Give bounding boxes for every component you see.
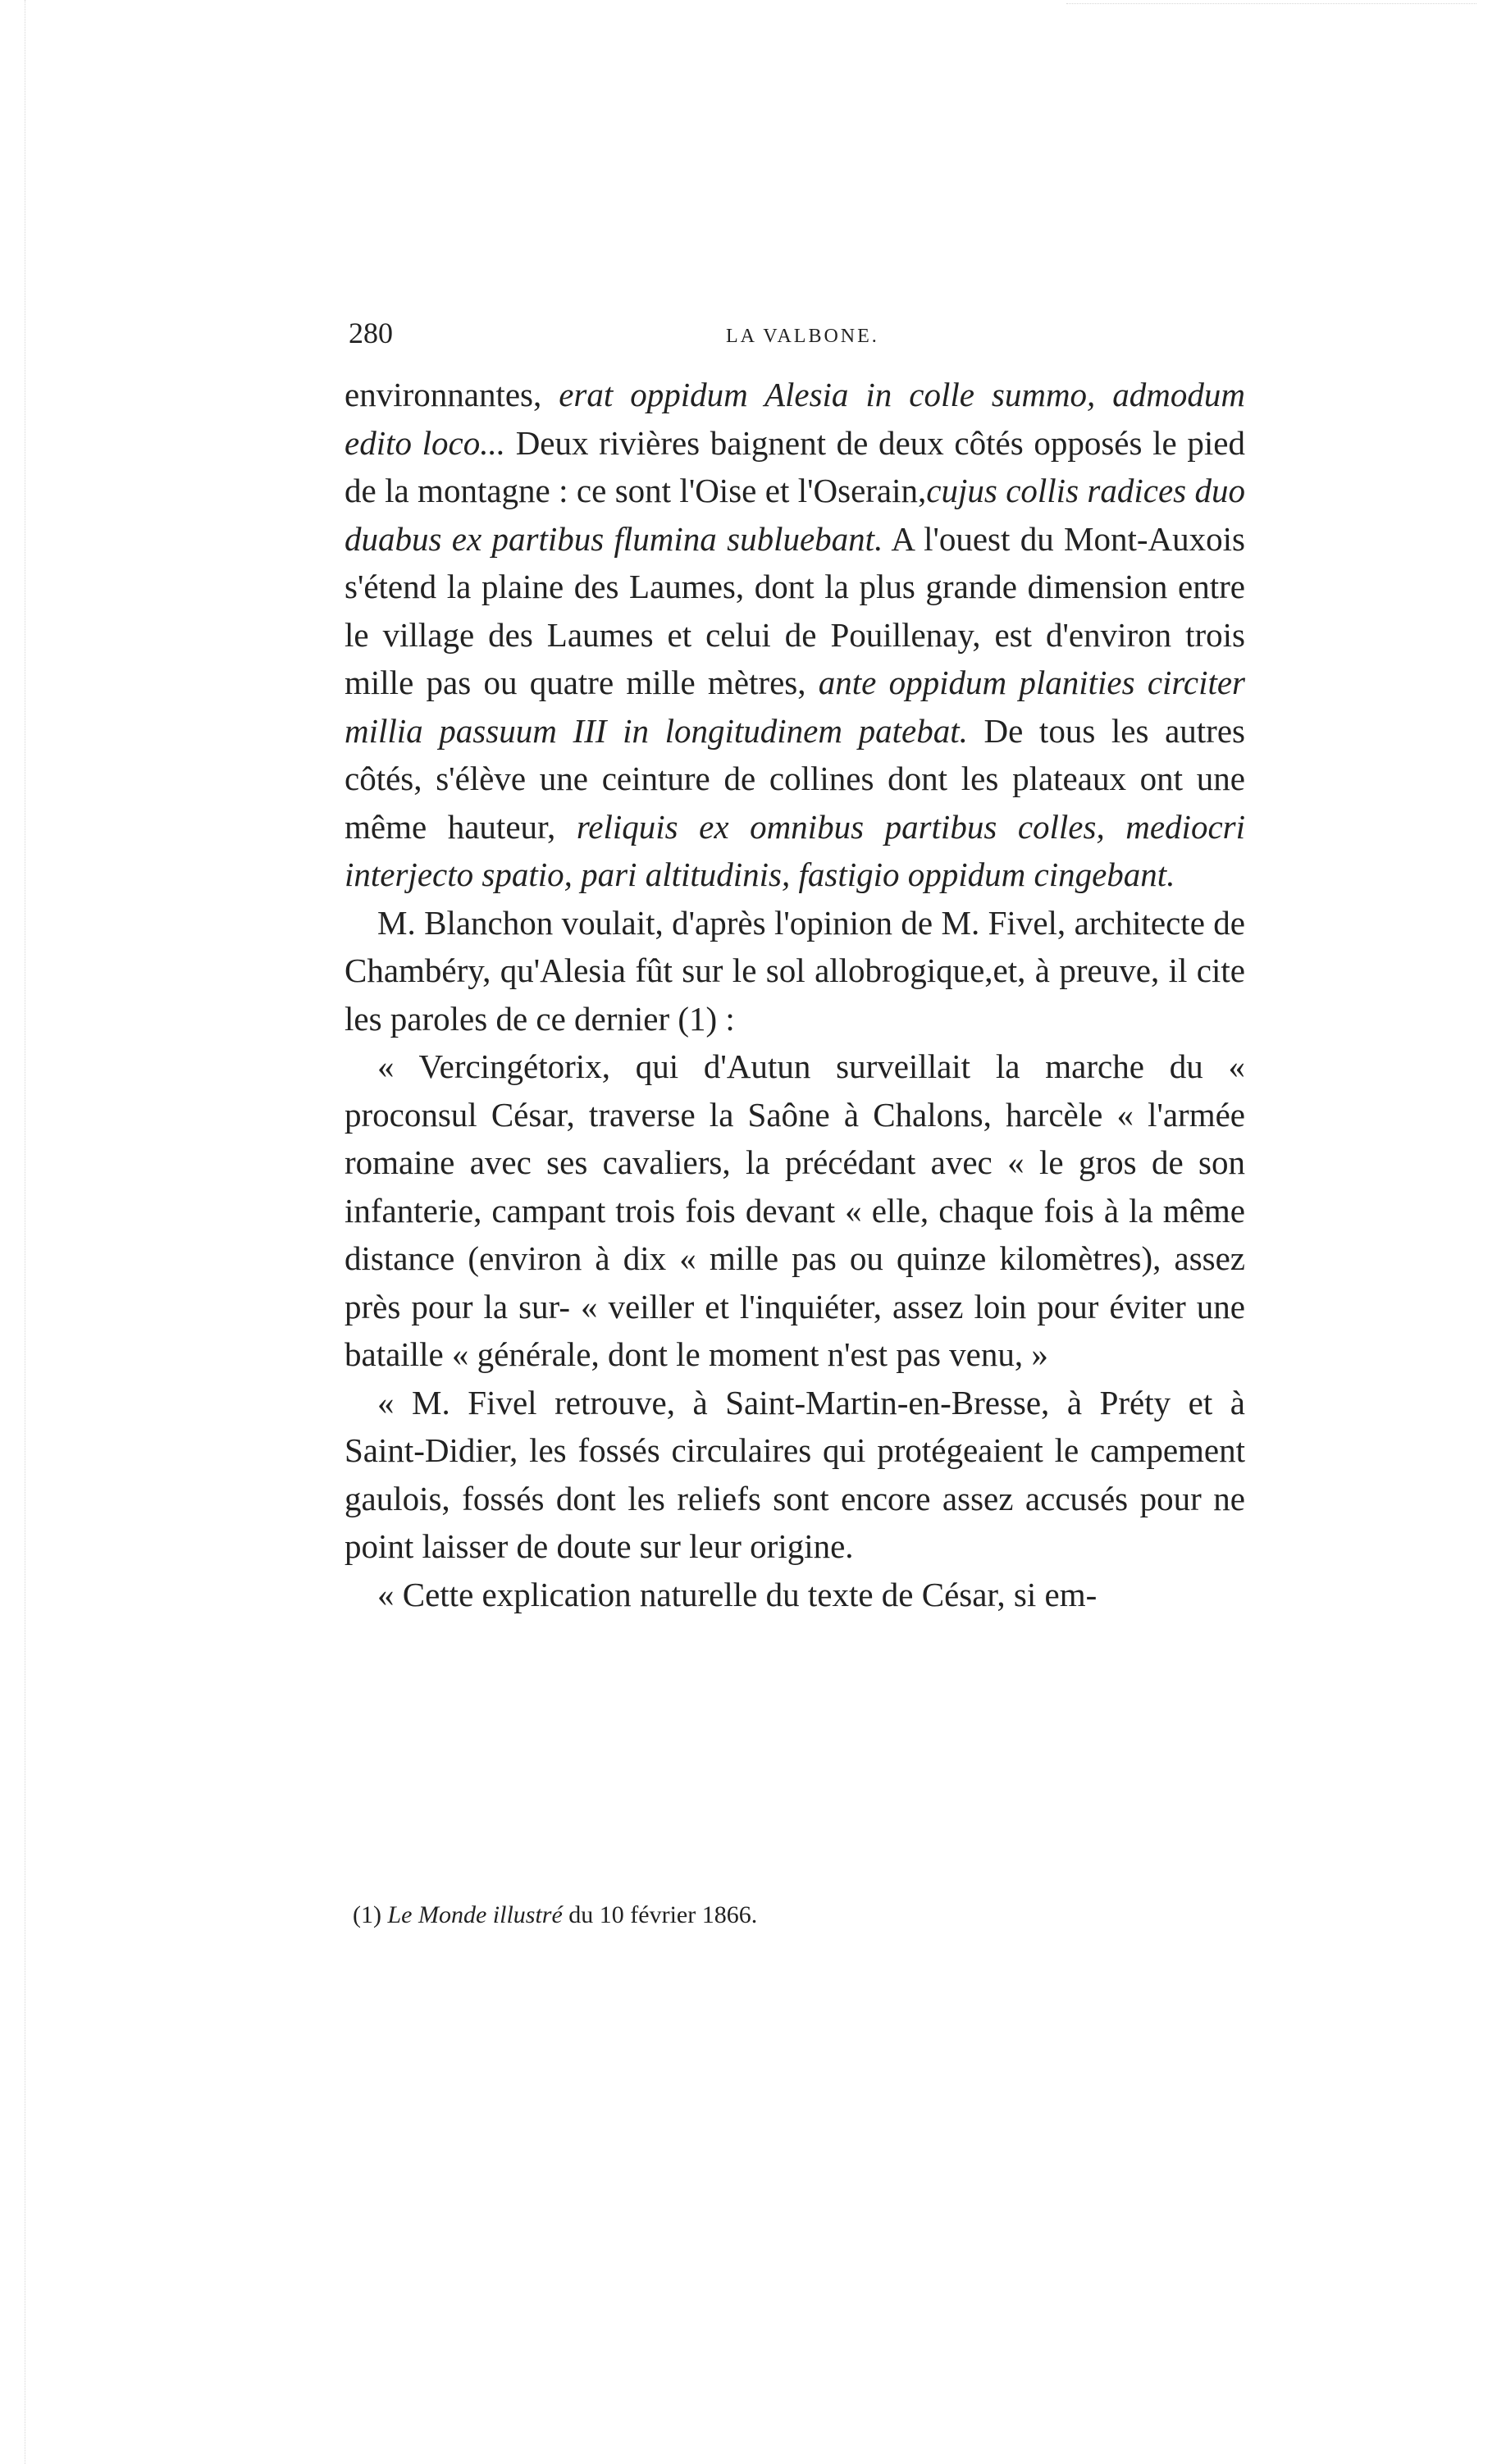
text-run: Deux rivières baignent de deux côtés opposés le pied de la montagne : ce sont l'Oise et l'Oserain,	[345, 423, 1245, 509]
text-run: A l'ouest du Mont-Auxois s'étend la plaine des Laumes, dont la plus grande dimension entre le village des Laumes et celui de Pouillenay, est d'environ trois mille pas ou quatre mille mètres,	[345, 519, 1245, 701]
text-run: M. Blanchon voulait, d'après l'opinion de M. Fivel, architecte de Chambéry, qu'Alesia fût sur le sol allobrogique,et, à preuve, il cite les paroles de ce dernier (1) :	[345, 903, 1245, 1038]
text-run: De tous les autres côtés, s'élève une ceinture de collines dont les plateaux ont une même hauteur,	[345, 711, 1245, 846]
footnote-marker: (1)	[353, 1901, 388, 1928]
paragraph	[345, 1043, 1245, 1379]
footnote-text: du 10 février 1866.	[562, 1901, 758, 1928]
paragraph	[345, 1379, 1245, 1571]
text-run: environnantes,	[345, 376, 559, 413]
page-number: 280	[349, 317, 393, 349]
paragraph	[345, 899, 1245, 1043]
scan-edge-marks	[0, 0, 25, 2464]
running-head: LA VALBONE.	[726, 326, 879, 347]
text-run: « M. Fivel retrouve, à Saint-Martin-en-Bresse, à Préty et à Saint-Didier, les fossés circulaires qui protégeaient le campement gaulois, fossés dont les reliefs sont encore assez accusés pour ne point laisser de doute sur leur origine.	[345, 1383, 1245, 1565]
footnote	[353, 1901, 1247, 1929]
text-run: « Vercingétorix, qui d'Autun surveillait la marche du « proconsul César, traverse la Saône à Chalons, harcèle « l'armée romaine avec ses cavaliers, la précédant avec « le gros de son infanterie, campant trois fois devant « elle, chaque fois à la même distance (environ à dix « mille pas ou quinze kilomètres), assez près pour la sur- « veiller et l'inquiéter, assez loin pour éviter une bataille « générale, dont le moment n'est pas venu, »	[345, 1047, 1245, 1373]
body-text	[345, 371, 1245, 1618]
latin-quote: cujus collis radices duo duabus ex partibus flumina subluebant.	[345, 472, 1245, 558]
footnote-title: Le Monde illustré	[387, 1901, 563, 1928]
paragraph	[345, 1571, 1245, 1619]
scan-top-marks	[1066, 3, 1476, 6]
paragraph	[345, 371, 1245, 899]
page-header	[349, 316, 1251, 357]
latin-quote: reliquis ex omnibus partibus colles, mediocri interjecto spatio, pari altitudinis, fastigio oppidum cingebant.	[345, 807, 1245, 893]
latin-quote: ante oppidum planities circiter millia passuum III in longitudinem patebat.	[345, 664, 1246, 750]
text-run: « Cette explication naturelle du texte de César, si em-	[377, 1575, 1098, 1613]
latin-quote: erat oppidum Alesia in colle summo, admodum edito loco...	[345, 376, 1245, 462]
